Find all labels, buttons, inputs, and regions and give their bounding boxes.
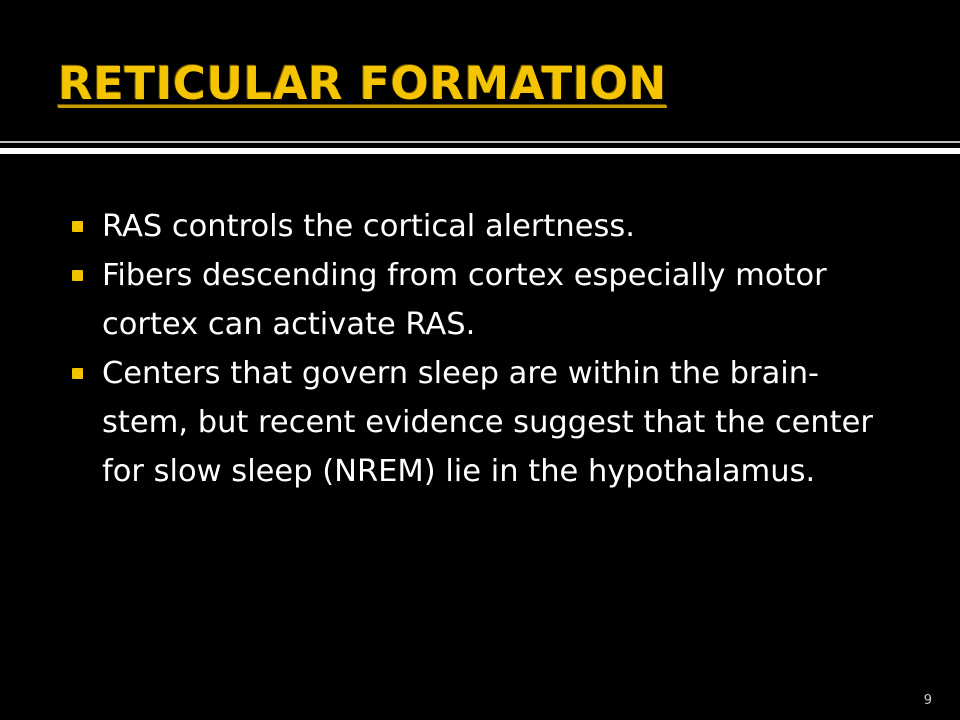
bullet-text: RAS controls the cortical alertness.: [102, 209, 635, 244]
bullet-item: [72, 251, 902, 349]
square-bullet-icon: [72, 221, 83, 232]
square-bullet-icon: [72, 368, 83, 379]
bullet-item: [72, 349, 902, 496]
bullet-item: [72, 202, 902, 251]
bullet-text: Fibers descending from cortex especially motor cortex can activate RAS.: [102, 258, 827, 342]
page-number: 9: [923, 693, 932, 708]
square-bullet-icon: [72, 270, 83, 281]
slide-title: RETICULAR FORMATION: [58, 57, 667, 110]
bullet-list: [72, 202, 902, 496]
bullet-text: Centers that govern sleep are within the brain-stem, but recent evidence suggest that the center for slow sleep (NREM) lie in the hypothalamus.: [102, 356, 873, 489]
title-divider-thick: [0, 148, 960, 154]
title-divider-thin: [0, 141, 960, 143]
